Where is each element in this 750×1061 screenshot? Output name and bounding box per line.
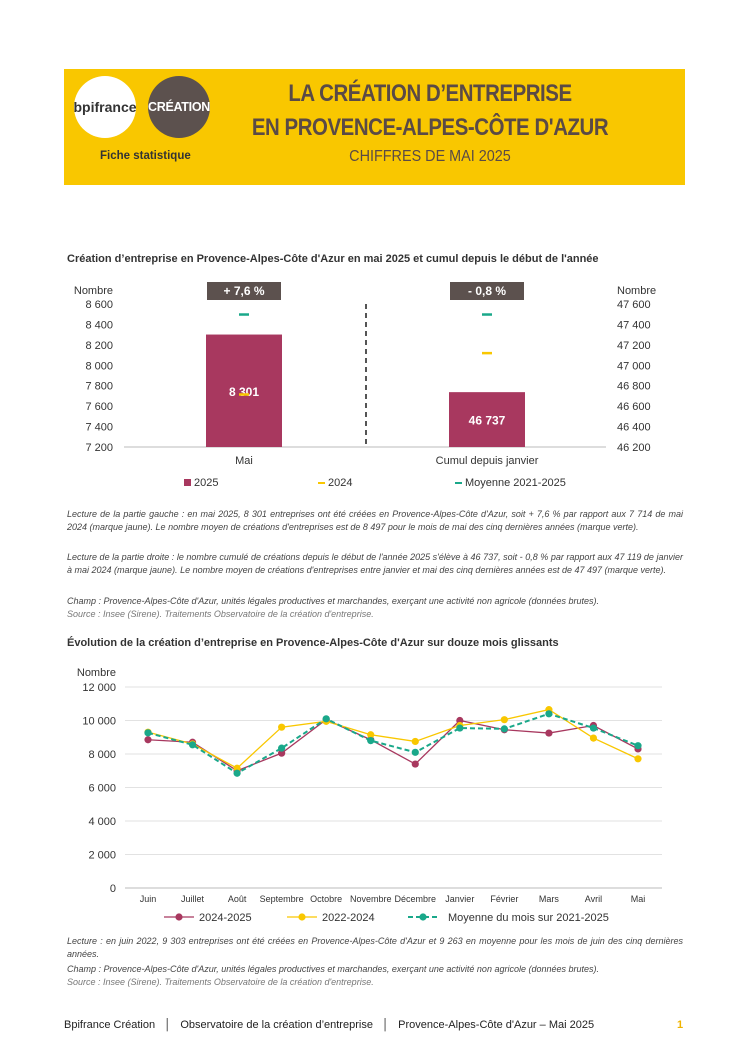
series-point-2	[144, 729, 151, 736]
page-title-line1: LA CRÉATION D’ENTREPRISE	[288, 80, 572, 107]
series-line-2	[148, 714, 638, 773]
bpifrance-logo	[74, 76, 136, 138]
section2-champ: Champ : Provence-Alpes-Côte d'Azur, unités légales productives et marchandes, exerçant une activité non agricole (données brutes).	[67, 964, 600, 974]
series-point-2	[278, 745, 285, 752]
creation-logo-text: CRÉATION	[148, 100, 210, 114]
y-tick-label: 8 000	[88, 749, 116, 761]
line-chart-12-mois	[0, 660, 750, 930]
left-tick-label: 7 400	[85, 421, 113, 434]
page-title-line2: EN PROVENCE-ALPES-CÔTE D'AZUR	[251, 114, 609, 141]
legend-label-moyenne: Moyenne 2021-2025	[465, 477, 566, 489]
legend-marker-2	[419, 913, 426, 920]
section1-source: Source : Insee (Sirene). Traitements Observatoire de la création d'entreprise.	[67, 609, 374, 619]
bar-value-label: 8 301	[228, 384, 260, 399]
series-point-0	[545, 729, 552, 736]
right-tick-label: 46 800	[617, 380, 651, 393]
right-tick-label: 46 600	[617, 401, 651, 414]
legend-marker-0	[175, 913, 182, 920]
series-point-2	[233, 770, 240, 777]
legend-label-2: Moyenne du mois sur 2021-2025	[448, 912, 609, 924]
series-point-1	[501, 716, 508, 723]
x-tick-label: Mars	[538, 894, 559, 904]
y-tick-label: 0	[109, 883, 116, 895]
series-point-1	[634, 755, 641, 762]
x-tick-label: Décembre	[394, 894, 437, 904]
right-tick-label: 47 600	[617, 299, 651, 311]
y-tick-label: 2 000	[88, 849, 116, 862]
creation-logo	[148, 76, 210, 138]
y-tick-label: 12 000	[82, 682, 116, 694]
right-tick-label: 47 400	[617, 319, 651, 332]
series-point-1	[590, 734, 597, 741]
y-tick-label: 10 000	[82, 715, 116, 728]
series-point-2	[590, 724, 597, 731]
section1-title: Création d’entreprise en Provence-Alpes-Côte d'Azur en mai 2025 et cumul depuis le début de l'année	[67, 253, 599, 265]
series-point-0	[412, 760, 419, 767]
section1-lecture-gauche: Lecture de la partie gauche : en mai 2025, 8 301 entreprises ont été créées en Provence-Alpes-Côte d'Azur, soit + 7,6 % par rapport aux 7 714 de mai 2024 (marque jaune). Le nombre moyen de créations d'entreprises est de 8 497 pour le mois de mai des cinq dernières années (marque verte).	[67, 509, 683, 532]
left-axis-label: Nombre	[73, 285, 113, 297]
legend-label-2025: 2025	[194, 477, 219, 489]
y-tick-label: 4 000	[88, 816, 116, 828]
footer-separator-2: │	[382, 1019, 389, 1031]
y-tick-label: 6 000	[88, 782, 116, 795]
left-tick-label: 8 600	[85, 299, 113, 311]
footer-observatoire: Observatoire de la création d’entreprise	[180, 1019, 373, 1031]
x-tick-label: Février	[490, 894, 519, 904]
series-point-2	[634, 742, 641, 749]
section2-source: Source : Insee (Sirene). Traitements Observatoire de la création d'entreprise.	[67, 977, 374, 987]
legend-label-2024: 2024	[328, 477, 353, 489]
change-badge-text: - 0,8 %	[467, 284, 507, 298]
fiche-label: Fiche statistique	[100, 150, 191, 162]
left-tick-label: 7 800	[85, 380, 113, 393]
legend-label-0: 2024-2025	[199, 912, 252, 924]
right-axis-label: Nombre	[617, 285, 657, 297]
section1-champ: Champ : Provence-Alpes-Côte d'Azur, unités légales productives et marchandes, exerçant une activité non agricole (données brutes).	[67, 596, 600, 606]
bar-chart-mai	[0, 270, 750, 495]
x-tick-label: Mai	[630, 894, 646, 904]
x-tick-label: Septembre	[259, 894, 304, 904]
legend-label-1: 2022-2024	[322, 912, 375, 924]
series-point-2	[501, 725, 508, 732]
footer-region-date: Provence-Alpes-Côte d'Azur – Mai 2025	[398, 1019, 595, 1031]
left-tick-label: 8 000	[85, 360, 113, 373]
x-tick-label: Juillet	[181, 894, 205, 904]
left-tick-label: 8 400	[85, 319, 113, 332]
section2-title: Évolution de la création d’entreprise en Provence-Alpes-Côte d'Azur sur douze mois glissants	[67, 637, 559, 649]
bpifrance-logo-text: bpifrance	[73, 99, 137, 115]
x-tick-label: Janvier	[445, 894, 475, 904]
section2-lecture: Lecture : en juin 2022, 9 303 entreprises ont été créées en Provence-Alpes-Côte d'Azur et 9 263 en moyenne pour les mois de juin des cinq dernières années.	[67, 936, 683, 959]
left-tick-label: 7 200	[85, 442, 113, 454]
page-subtitle: CHIFFRES DE MAI 2025	[349, 148, 511, 165]
legend-swatch-2025	[184, 479, 191, 486]
right-tick-label: 47 000	[617, 360, 651, 373]
series-point-2	[189, 741, 196, 748]
footer	[64, 1019, 594, 1031]
left-tick-label: 8 200	[85, 339, 113, 352]
left-tick-label: 7 600	[85, 401, 113, 414]
page-number: 1	[677, 1019, 684, 1031]
x-tick-label: Juin	[139, 894, 157, 904]
y-axis-label: Nombre	[76, 667, 116, 679]
section1-lecture-droite: Lecture de la partie droite : le nombre cumulé de créations depuis le début de l'année 2025 s'élève à 46 737, soit - 0,8 % par rapport aux 47 119 de janvier à mai 2024 (marque jaune). Le nombre moyen de créations d'entreprises entre janvier et mai des cinq dernières années est de 47 497 (marque verte).	[67, 552, 683, 575]
right-tick-label: 46 200	[617, 442, 651, 454]
category-label: Cumul depuis janvier	[435, 455, 539, 467]
series-point-0	[144, 736, 151, 743]
x-tick-label: Novembre	[349, 894, 392, 904]
series-point-2	[323, 715, 330, 722]
category-label: Mai	[235, 455, 253, 467]
footer-brand: Bpifrance Création	[64, 1019, 156, 1031]
x-tick-label: Août	[227, 894, 247, 904]
series-point-2	[367, 737, 374, 744]
right-tick-label: 46 400	[617, 421, 651, 434]
right-tick-label: 47 200	[617, 339, 651, 352]
bar-value-label: 46 737	[468, 413, 506, 428]
x-tick-label: Octobre	[310, 894, 343, 904]
series-point-1	[412, 738, 419, 745]
series-point-2	[456, 724, 463, 731]
legend-marker-1	[298, 913, 305, 920]
x-tick-label: Avril	[584, 894, 603, 904]
series-point-1	[278, 724, 285, 731]
footer-separator-1: │	[164, 1019, 172, 1031]
series-point-2	[412, 749, 419, 756]
series-point-2	[545, 710, 552, 717]
change-badge-text: + 7,6 %	[223, 284, 265, 298]
